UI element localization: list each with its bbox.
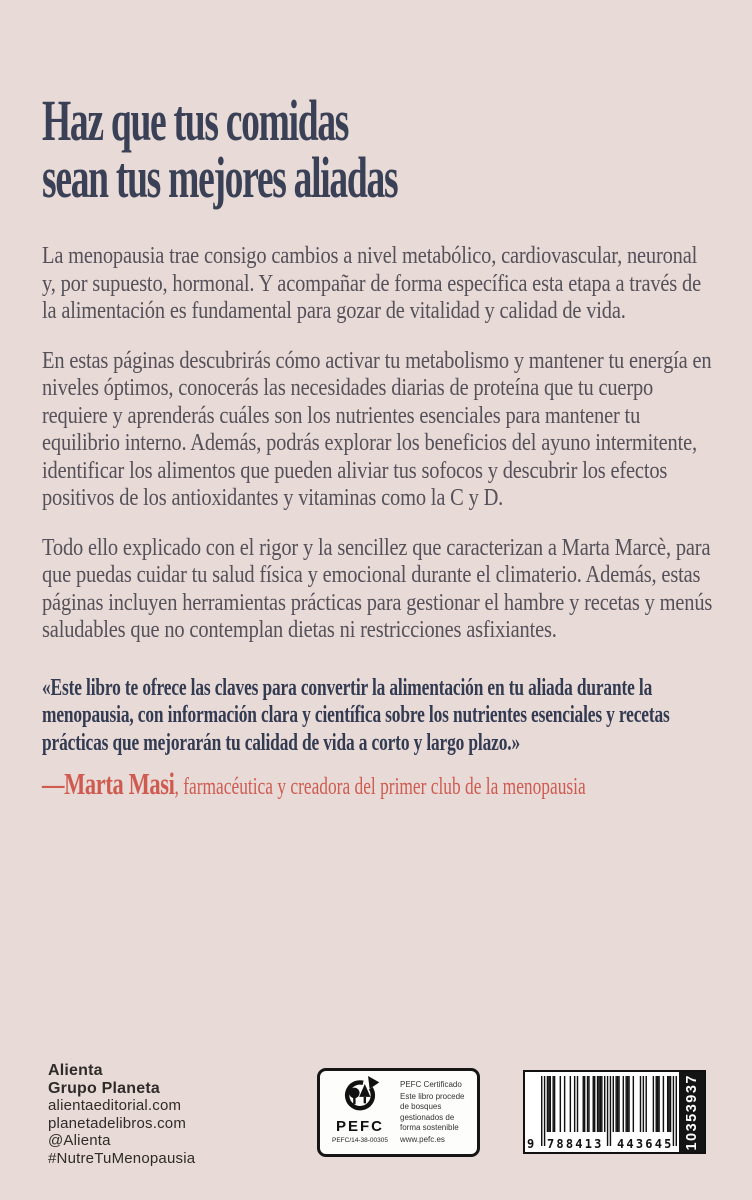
pefc-url: www.pefc.es — [400, 1134, 445, 1144]
pefc-trees-icon — [334, 1076, 386, 1118]
publisher-name: Alienta — [48, 1062, 103, 1079]
publisher-block — [48, 1062, 195, 1167]
quote-author: —Marta Masi — [42, 766, 175, 801]
quote-attribution — [42, 766, 719, 802]
publisher-website-1: alientaeditorial.com — [48, 1097, 182, 1114]
publisher-group: Grupo Planeta — [48, 1079, 160, 1097]
isbn-left-digits: 788413 — [547, 1137, 604, 1151]
isbn-barcode-box — [523, 1070, 706, 1154]
isbn-right-digits: 443645 — [617, 1137, 674, 1151]
quote-author-role: , farmacéutica y creadora del primer club de la menopausia — [174, 774, 586, 800]
pefc-logo-column — [328, 1076, 392, 1150]
pefc-certification-box — [317, 1068, 480, 1157]
pefc-description: Este libro procede de bosques gestionados de forma sostenible — [400, 1091, 465, 1132]
body-paragraph-3: Todo ello explicado con el rigor y la sencillez que caracterizan a Marta Marcè, para que puedas cuidar tu salud física y emocional durante el climaterio. Además, estas páginas incluyen herramientas prácticas para gestionar el hambre y recetas y menús saludables que no contemplan dietas ni restricciones asfixiantes. — [42, 534, 713, 643]
page-title — [42, 88, 554, 210]
endorsement-quote: «Este libro te ofrece las claves para convertir la alimentación en tu aliada durante la menopausia, con información clara y científica sobre los nutrientes esenciales y recetas prácticas que mejorarán tu calidad de vida a corto y largo plazo.» — [42, 674, 670, 756]
publisher-hashtag: #NutreTuMenopausia — [48, 1149, 196, 1167]
ean13-barcode — [525, 1072, 679, 1152]
title-line-1: Haz que tus comidas — [42, 88, 349, 153]
isbn-prefix-digit: 9 — [527, 1137, 535, 1151]
title-line-2: sean tus mejores aliadas — [42, 145, 398, 210]
sku-strip — [679, 1072, 704, 1152]
text-column — [42, 88, 715, 818]
pefc-license-code: PEFC/14-38-00305 — [331, 1137, 388, 1144]
publisher-website-2: planetadelibros.com — [48, 1114, 187, 1132]
sku-number: 10353937 — [683, 1073, 700, 1151]
body-paragraph-1: La menopausia trae consigo cambios a nivel metabólico, cardiovascular, neuronal y, por supuesto, hormonal. Y acompañar de forma específica esta etapa a través de la alimentación es fundamental para gozar de vitalidad y calidad de vida. — [42, 243, 701, 324]
publisher-social-handle: @Alienta — [48, 1132, 111, 1149]
pefc-certified-label: PEFC Certificado — [400, 1080, 462, 1089]
pefc-wordmark: PEFC — [335, 1118, 384, 1135]
pefc-text-column — [400, 1076, 470, 1150]
body-paragraph-2: En estas páginas descubrirás cómo activar tu metabolismo y mantener tu energía en niveles óptimos, conocerás las necesidades diarias de proteína que tu cuerpo requiere y aprenderás cuáles son los nutrientes esenciales para mantener tu equilibrio interno. Además, podrás explorar los beneficios del ayuno intermitente, identificar los alimentos que pueden aliviar tus sofocos y descubrir los efectos positivos de los antioxidantes y vitaminas como la C y D. — [42, 347, 712, 511]
